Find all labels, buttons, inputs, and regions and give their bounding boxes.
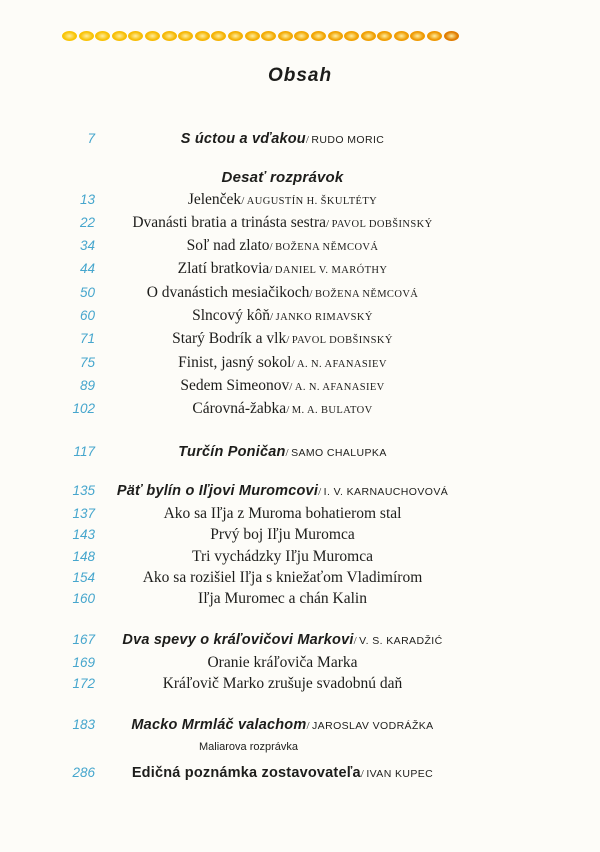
entry-title: Tri vychádzky Iľju Muromca — [192, 547, 373, 565]
chain-link-icon — [228, 31, 243, 41]
page-number: 44 — [79, 261, 95, 277]
entry-line — [95, 567, 465, 588]
entry-author: A. N. AFANASIEV — [294, 358, 387, 370]
entry-author: BOŽENA NĚMCOVÁ — [272, 242, 379, 254]
page-title: Obsah — [267, 65, 333, 86]
author-separator: / — [306, 719, 310, 732]
chain-link-icon — [211, 31, 226, 41]
section-heading-row — [0, 167, 600, 188]
page-number: 34 — [79, 238, 95, 254]
chain-link-icon — [328, 31, 343, 41]
page-number: 50 — [79, 284, 95, 300]
entry-title: Finist, jasný sokol — [178, 353, 292, 371]
toc-row — [0, 629, 600, 652]
chain-link-icon — [427, 31, 442, 41]
entry-line — [95, 128, 465, 151]
toc-row — [0, 441, 600, 464]
page-number: 167 — [72, 631, 95, 647]
entry-author: PAVOL DOBŠINSKÝ — [289, 335, 393, 347]
chain-link-icon — [261, 31, 276, 41]
entry-title: Ako sa rozišiel Iľja s kniežaťom Vladimírom — [142, 569, 423, 587]
toc-row — [0, 128, 600, 151]
chain-link-icon — [178, 31, 193, 41]
entry-author: V. S. KARADŽIĆ — [356, 634, 443, 647]
toc-row — [0, 762, 600, 785]
chain-link-icon — [79, 31, 94, 41]
toc-section — [0, 167, 600, 421]
author-separator: / — [326, 217, 330, 230]
toc-row — [0, 673, 600, 694]
page-number: 183 — [72, 716, 95, 732]
entry-line — [95, 503, 465, 524]
page-number: 154 — [72, 570, 95, 586]
toc-section — [0, 762, 600, 785]
entry-line — [95, 762, 465, 785]
entry-title: O dvanástich mesiačikoch — [146, 283, 310, 301]
entry-line — [95, 189, 465, 212]
page-number: 71 — [79, 331, 95, 347]
entry-subtitle: Maliarova rozprávka — [198, 740, 299, 753]
entry-title: Starý Bodrík a vlk — [172, 330, 287, 348]
toc-row — [0, 258, 600, 281]
entry-author: SAMO CHALUPKA — [288, 446, 387, 459]
entry-title: Ako sa Iľja z Muroma bohatierom stal — [163, 505, 402, 523]
entry-line — [95, 546, 465, 567]
toc-row — [0, 328, 600, 351]
page-number: 137 — [72, 506, 95, 522]
page-number: 60 — [79, 308, 95, 324]
toc-row — [0, 567, 600, 588]
toc-row — [0, 714, 600, 737]
author-separator: / — [305, 134, 309, 146]
page-number: 169 — [72, 654, 95, 670]
entry-title: Päť bylín o Iľjovi Muromcovi — [116, 482, 319, 499]
author-separator: / — [360, 767, 364, 780]
entry-line — [95, 629, 465, 652]
toc-section — [0, 441, 600, 464]
chain-link-icon — [195, 31, 210, 41]
entry-author: I. V. KARNAUCHOVOVÁ — [321, 485, 449, 498]
section-heading: Desať rozprávok — [221, 169, 344, 187]
chain-link-icon — [444, 31, 459, 41]
entry-title: Cárovná-žabka — [192, 400, 287, 418]
entry-title: Turčín Poničan — [178, 443, 286, 460]
chain-link-icon — [162, 31, 177, 41]
chain-link-icon — [128, 31, 143, 41]
author-separator: / — [270, 311, 274, 324]
author-separator: / — [318, 485, 322, 498]
page-number: 286 — [72, 764, 95, 780]
chain-link-icon — [311, 31, 326, 41]
entry-author: AUGUSTÍN H. ŠKULTÉTY — [244, 195, 378, 207]
chain-link-icon — [344, 31, 359, 41]
entry-line — [95, 305, 465, 328]
page-number: 160 — [72, 591, 95, 607]
page-number: 7 — [87, 131, 95, 146]
toc-section — [0, 480, 600, 610]
entry-author: PAVOL DOBŠINSKÝ — [329, 218, 433, 230]
entry-line — [95, 441, 465, 464]
entry-author: JANKO RIMAVSKÝ — [273, 312, 373, 324]
toc-row — [0, 588, 600, 609]
entry-line — [95, 212, 465, 235]
entry-title: Sedem Simeonov — [180, 376, 290, 394]
page-number: 148 — [72, 548, 95, 564]
author-separator: / — [269, 241, 273, 254]
entry-title: Prvý boj Iľju Muromca — [210, 526, 355, 544]
author-separator: / — [269, 264, 273, 277]
entry-line — [95, 258, 465, 281]
toc-section — [0, 128, 600, 151]
chain-link-icon — [394, 31, 409, 41]
chain-link-icon — [112, 31, 127, 41]
toc-row — [0, 546, 600, 567]
entry-line — [95, 714, 465, 737]
toc-row — [0, 282, 600, 305]
entry-title: Soľ nad zlato — [186, 237, 270, 255]
entry-title: Dvanásti bratia a trinásta sestra — [132, 213, 327, 231]
page-number: 135 — [72, 482, 95, 498]
author-separator: / — [285, 446, 289, 459]
chain-link-icon — [410, 31, 425, 41]
entry-line — [95, 375, 465, 398]
page-number: 22 — [79, 214, 95, 230]
page-number: 172 — [72, 676, 95, 692]
chain-link-icon — [145, 31, 160, 41]
entry-title: Zlatí bratkovia — [177, 260, 270, 278]
entry-line — [95, 282, 465, 305]
toc-row — [0, 375, 600, 398]
entry-line — [95, 673, 465, 694]
toc-row — [0, 212, 600, 235]
chain-link-icon — [278, 31, 293, 41]
toc-row — [0, 189, 600, 212]
toc-section — [0, 629, 600, 695]
chain-link-icon — [377, 31, 392, 41]
toc-row — [0, 652, 600, 673]
entry-line — [95, 480, 465, 503]
entry-title: Kráľovič Marko zrušuje svadobnú daň — [162, 675, 403, 693]
toc-row — [0, 235, 600, 258]
author-separator: / — [291, 357, 295, 370]
entry-line — [95, 652, 465, 673]
toc-row — [0, 352, 600, 375]
entry-line — [95, 352, 465, 375]
page-number: 89 — [79, 377, 95, 393]
author-separator: / — [286, 334, 290, 347]
entry-title: Macko Mrmláč valachom — [131, 716, 307, 733]
entry-title: Oranie kráľoviča Marka — [207, 653, 358, 671]
page-number: 13 — [79, 191, 95, 207]
page-number: 143 — [72, 527, 95, 543]
entry-author: A. N. AFANASIEV — [292, 381, 385, 393]
page-number: 75 — [79, 354, 95, 370]
entry-line — [95, 328, 465, 351]
entry-title: Dva spevy o kráľovičovi Markovi — [122, 631, 354, 648]
author-separator: / — [309, 287, 313, 300]
entry-title: Edičná poznámka zostavovateľa — [131, 764, 361, 781]
author-separator: / — [353, 634, 357, 647]
entry-title: Jelenček — [187, 190, 242, 208]
entry-author: RUDO MORIC — [308, 134, 385, 146]
toc-list — [0, 128, 600, 785]
toc-row — [0, 480, 600, 503]
entry-line — [95, 588, 465, 609]
author-separator: / — [286, 404, 290, 417]
toc-row — [0, 524, 600, 545]
page-number: 102 — [72, 401, 95, 417]
chain-link-icon — [245, 31, 260, 41]
entry-line — [95, 398, 465, 421]
toc-row — [0, 503, 600, 524]
toc-row — [0, 305, 600, 328]
entry-title: Iľja Muromec a chán Kalin — [198, 590, 367, 608]
author-separator: / — [289, 380, 293, 393]
entry-title: S úctou a vďakou — [180, 131, 306, 147]
toc-row — [0, 398, 600, 421]
entry-author: BOŽENA NĚMCOVÁ — [312, 288, 419, 300]
entry-line — [95, 235, 465, 258]
page-number: 117 — [73, 443, 95, 459]
entry-title: Slncový kôň — [192, 307, 271, 325]
toc-section — [0, 714, 600, 756]
chain-link-icon — [361, 31, 376, 41]
entry-line — [95, 524, 465, 545]
entry-author: IVAN KUPEC — [363, 767, 434, 780]
chain-link-icon — [95, 31, 110, 41]
author-separator: / — [241, 194, 245, 207]
entry-subtitle-row — [0, 737, 600, 756]
decorative-chain-border — [62, 30, 460, 42]
entry-author: JAROSLAV VODRÁŽKA — [309, 719, 434, 732]
chain-link-icon — [62, 31, 77, 41]
chain-link-icon — [294, 31, 309, 41]
entry-author: M. A. BULATOV — [289, 405, 373, 417]
entry-author: DANIEL V. MARÓTHY — [272, 265, 388, 277]
